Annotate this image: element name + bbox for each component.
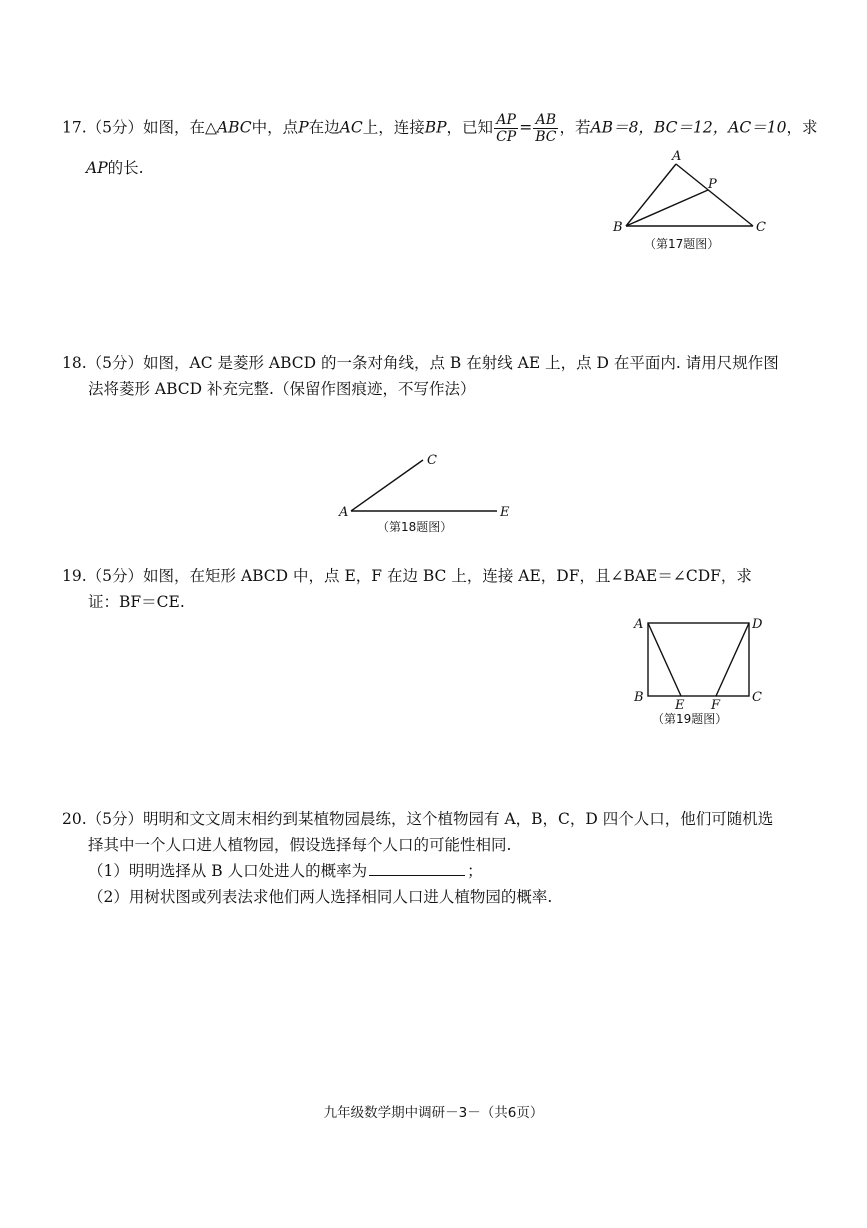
- fraction-ab-bc: $\frac{AB}{BC}$: [535, 112, 557, 145]
- label-d: D: [752, 617, 763, 632]
- label-c: C: [752, 690, 762, 705]
- segment-df: [716, 623, 749, 696]
- question-20-line-2: 择其中一个人口进人植物园，假设选择每个人口的可能性相同.: [88, 836, 512, 854]
- label-c: C: [756, 220, 766, 235]
- question-18: [62, 350, 782, 402]
- label-c: C: [427, 453, 437, 468]
- label-a: A: [634, 617, 644, 632]
- label-e: E: [675, 698, 685, 713]
- figure-19-caption: （第19题图）: [652, 712, 728, 726]
- question-17-line-2: AP的长.: [86, 159, 144, 177]
- question-19-line-1: 19.（5分）如图，在矩形 ABCD 中，点 E，F 在边 BC 上，连接 AE，DF，且∠BAE＝∠CDF，求: [62, 567, 752, 585]
- segment-ac: [351, 460, 423, 511]
- question-20-sub-2: （2）用树状图或列表法求他们两人选择相同人口进人植物园的概率.: [88, 888, 553, 906]
- question-20: [62, 806, 782, 910]
- label-a: A: [339, 505, 349, 520]
- question-20-sub-1: （1）明明选择从 B 人口处进人的概率为 ；: [62, 858, 782, 884]
- question-19-line-2: 证：BF＝CE.: [88, 593, 185, 611]
- segment-ae: [648, 623, 681, 696]
- figure-18-caption: （第18题图）: [377, 520, 453, 534]
- label-p: P: [708, 177, 717, 192]
- question-18-line-2: 法将菱形 ABCD 补充完整.（保留作图痕迹，不写作法）: [88, 380, 476, 398]
- triangle-side-ac: [676, 164, 753, 226]
- label-a: A: [672, 149, 682, 164]
- figure-17-caption: （第17题图）: [644, 237, 720, 251]
- question-19: [62, 563, 782, 615]
- label-e: E: [500, 505, 510, 520]
- figure-18: [335, 448, 525, 538]
- rectangle-abcd: [648, 623, 749, 696]
- fraction-ap-cp: $\frac{AP}{CP}$: [496, 112, 517, 145]
- answer-blank[interactable]: [369, 859, 465, 876]
- label-f: F: [711, 698, 721, 713]
- page-footer: 九年级数学期中调研－3－（共6页）: [323, 1105, 544, 1121]
- question-20-line-1: 20.（5分）明明和文文周末相约到某植物园晨练，这个植物园有 A，B，C，D 四个人口，他们可随机选: [62, 810, 774, 828]
- figure-19: [630, 612, 770, 732]
- segment-bp: [626, 190, 708, 226]
- triangle-side-ab: [626, 164, 676, 226]
- label-b: B: [613, 220, 623, 235]
- question-17-line-1: 17.（5分）如图，在△ABC中，点P在边AC上，连接BP，已知 $\frac{AP}{CP}$ = $\frac{AB}{BC}$ ，若AB＝8，BC＝12，AC＝10，求: [62, 112, 818, 145]
- figure-17: [610, 148, 770, 258]
- label-b: B: [634, 690, 644, 705]
- question-18-line-1: 18.（5分）如图，AC 是菱形 ABCD 的一条对角线，点 B 在射线 AE 上，点 D 在平面内. 请用尺规作图: [62, 354, 779, 372]
